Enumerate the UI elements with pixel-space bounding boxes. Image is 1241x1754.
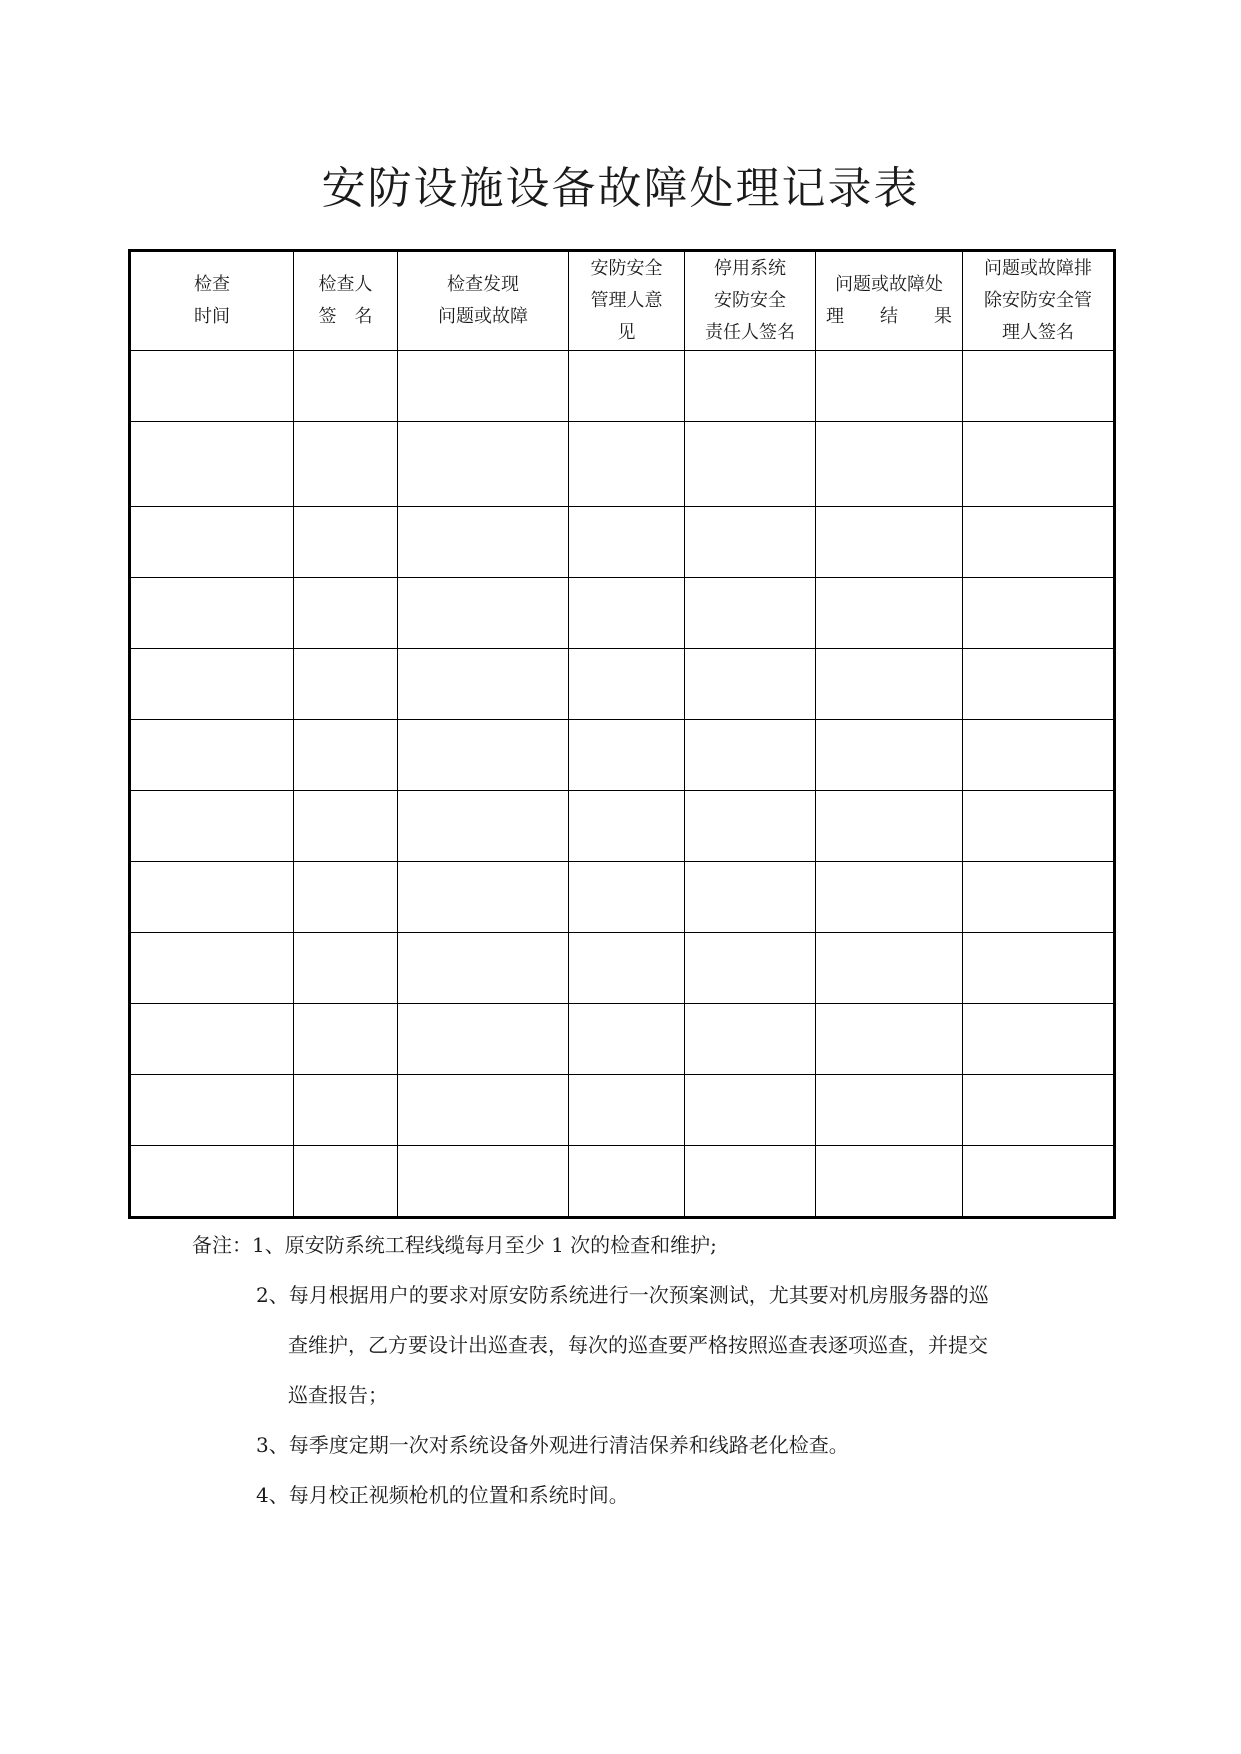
table-cell bbox=[685, 351, 816, 422]
note-item-3: 3、每季度定期一次对系统设备外观进行清洁保养和线路老化检查。 bbox=[256, 1433, 849, 1457]
table-cell bbox=[963, 1075, 1115, 1146]
table-cell bbox=[963, 933, 1115, 1004]
fault-record-table bbox=[128, 249, 1116, 1219]
table-cell bbox=[130, 507, 294, 578]
table-cell bbox=[569, 351, 685, 422]
table-cell bbox=[398, 351, 569, 422]
table-cell bbox=[294, 507, 398, 578]
table-cell bbox=[569, 720, 685, 791]
table-cell bbox=[398, 1146, 569, 1218]
table-cell bbox=[398, 649, 569, 720]
table-cell bbox=[569, 507, 685, 578]
table-cell bbox=[294, 578, 398, 649]
table-cell bbox=[398, 933, 569, 1004]
table-header-row bbox=[130, 251, 1115, 351]
table-cell bbox=[685, 1004, 816, 1075]
note-item-4: 4、每月校正视频枪机的位置和系统时间。 bbox=[256, 1483, 629, 1507]
table-cell bbox=[963, 351, 1115, 422]
table-cell bbox=[294, 1004, 398, 1075]
table-cell bbox=[294, 649, 398, 720]
table-cell bbox=[816, 1075, 963, 1146]
table-cell bbox=[130, 1004, 294, 1075]
table-cell bbox=[398, 1075, 569, 1146]
table-row bbox=[130, 720, 1115, 791]
table-cell bbox=[569, 791, 685, 862]
header-check-time: 检查 时间 bbox=[130, 251, 294, 351]
table-cell bbox=[130, 422, 294, 507]
table-row bbox=[130, 933, 1115, 1004]
table-cell bbox=[398, 422, 569, 507]
note-item-2-cont-end: 巡查报告； bbox=[288, 1383, 388, 1407]
table-cell bbox=[569, 1075, 685, 1146]
table-cell bbox=[816, 1146, 963, 1218]
table-row bbox=[130, 507, 1115, 578]
table-cell bbox=[816, 933, 963, 1004]
table-cell bbox=[294, 1075, 398, 1146]
table-cell bbox=[816, 351, 963, 422]
table-cell bbox=[685, 1146, 816, 1218]
note-item-1: 备注：1、原安防系统工程线缆每月至少 1 次的检查和维护; bbox=[192, 1233, 717, 1257]
table-cell bbox=[685, 791, 816, 862]
table-cell bbox=[294, 933, 398, 1004]
table-row bbox=[130, 791, 1115, 862]
table-cell bbox=[294, 422, 398, 507]
table-cell bbox=[685, 1075, 816, 1146]
table-row bbox=[130, 1075, 1115, 1146]
table-cell bbox=[569, 862, 685, 933]
table-cell bbox=[963, 649, 1115, 720]
table-cell bbox=[685, 720, 816, 791]
table-cell bbox=[816, 422, 963, 507]
table-cell bbox=[963, 1004, 1115, 1075]
table-row bbox=[130, 1146, 1115, 1218]
table-cell bbox=[816, 1004, 963, 1075]
table-cell bbox=[130, 1146, 294, 1218]
header-found-problem: 检查发现 问题或故障 bbox=[398, 251, 569, 351]
header-inspector-signature: 检查人 签 名 bbox=[294, 251, 398, 351]
table-cell bbox=[130, 649, 294, 720]
table-cell bbox=[294, 862, 398, 933]
table-row bbox=[130, 1004, 1115, 1075]
table-cell bbox=[130, 1075, 294, 1146]
note-item-2-cont: 查维护，乙方要设计出巡查表，每次的巡查要严格按照巡查表逐项巡查，并提交 bbox=[288, 1333, 988, 1357]
table-cell bbox=[294, 1146, 398, 1218]
table-cell bbox=[398, 720, 569, 791]
table-cell bbox=[685, 649, 816, 720]
table-cell bbox=[816, 649, 963, 720]
header-handling-result: 问题或故障处 理 结 果 bbox=[816, 251, 963, 351]
table-cell bbox=[816, 507, 963, 578]
table-cell bbox=[130, 351, 294, 422]
table-cell bbox=[816, 791, 963, 862]
table-cell bbox=[963, 1146, 1115, 1218]
table-cell bbox=[569, 1146, 685, 1218]
table-row bbox=[130, 578, 1115, 649]
note-item-2: 2、每月根据用户的要求对原安防系统进行一次预案测试，尤其要对机房服务器的巡 bbox=[256, 1283, 989, 1307]
table-cell bbox=[963, 422, 1115, 507]
table-row bbox=[130, 351, 1115, 422]
table-cell bbox=[130, 933, 294, 1004]
table-row bbox=[130, 862, 1115, 933]
table-cell bbox=[685, 578, 816, 649]
table-cell bbox=[569, 1004, 685, 1075]
table-cell bbox=[963, 791, 1115, 862]
table-cell bbox=[294, 720, 398, 791]
table-cell bbox=[963, 578, 1115, 649]
table-cell bbox=[569, 649, 685, 720]
header-stop-system-signature: 停用系统 安防安全 责任人签名 bbox=[685, 251, 816, 351]
page-title: 安防设施设备故障处理记录表 bbox=[321, 163, 920, 214]
table-cell bbox=[569, 422, 685, 507]
table-cell bbox=[398, 791, 569, 862]
table-cell bbox=[130, 791, 294, 862]
table-cell bbox=[294, 791, 398, 862]
table-cell bbox=[398, 578, 569, 649]
table-cell bbox=[685, 862, 816, 933]
table-cell bbox=[398, 862, 569, 933]
table-cell bbox=[963, 862, 1115, 933]
table-row bbox=[130, 422, 1115, 507]
table-cell bbox=[398, 507, 569, 578]
table-cell bbox=[130, 578, 294, 649]
table-cell bbox=[130, 862, 294, 933]
table-cell bbox=[816, 862, 963, 933]
table-cell bbox=[294, 351, 398, 422]
table-cell bbox=[130, 720, 294, 791]
table-cell bbox=[685, 933, 816, 1004]
table-cell bbox=[685, 422, 816, 507]
table-row bbox=[130, 649, 1115, 720]
table-cell bbox=[963, 507, 1115, 578]
table-cell bbox=[963, 720, 1115, 791]
table-cell bbox=[398, 1004, 569, 1075]
table-cell bbox=[685, 507, 816, 578]
header-manager-opinion: 安防安全 管理人意 见 bbox=[569, 251, 685, 351]
table-cell bbox=[569, 578, 685, 649]
header-clearance-signature: 问题或故障排 除安防安全管 理人签名 bbox=[963, 251, 1115, 351]
table-cell bbox=[816, 578, 963, 649]
table-body bbox=[130, 351, 1115, 1218]
table-cell bbox=[816, 720, 963, 791]
table-cell bbox=[569, 933, 685, 1004]
